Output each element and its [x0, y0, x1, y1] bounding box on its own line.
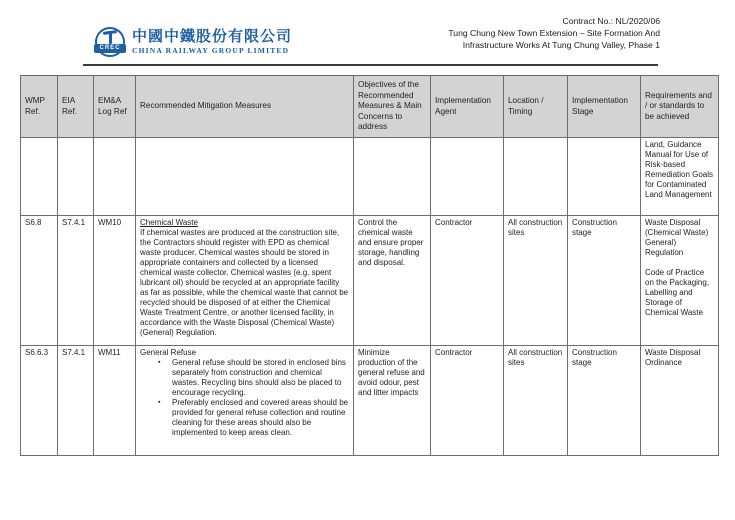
wmp-ref-cell: [21, 138, 58, 216]
project-title-line-1: Tung Chung New Town Extension – Site Formation And: [448, 28, 660, 38]
project-title-line-2: Infrastructure Works At Tung Chung Valley, Phase 1: [462, 40, 660, 50]
stage-cell: Construction stage: [568, 216, 641, 346]
column-header-requirements: Requirements and / or standards to be achieved: [641, 76, 719, 138]
header-divider: [83, 64, 658, 66]
crec-logo-icon: [95, 27, 125, 57]
column-header-ema-log-ref: EM&A Log Ref: [94, 76, 136, 138]
measure-bullet-text: General refuse should be stored in enclosed bins separately from construction and chemical wastes. Recycling bins should also be placed to encourage recycling.: [172, 358, 346, 397]
contract-number-line: Contract No.: NL/2020/06: [562, 16, 660, 26]
column-header-measures: Recommended Mitigation Measures: [136, 76, 354, 138]
eia-ref-cell: [58, 138, 94, 216]
column-header-eia-ref: EIA Ref.: [58, 76, 94, 138]
company-name-chinese: 中國中鐵股份有限公司: [132, 28, 293, 45]
company-logo: [95, 27, 292, 57]
ema-log-ref-cell: [94, 138, 136, 216]
measures-cell: [136, 346, 354, 456]
requirement-paragraph: Waste Disposal (Chemical Waste) General) Regulation: [645, 218, 709, 257]
column-header-wmp-ref: WMP Ref.: [21, 76, 58, 138]
measure-bullet-item: [140, 398, 349, 438]
measure-title: General Refuse: [140, 348, 197, 357]
requirements-cell: [641, 216, 719, 346]
location-cell: All construction sites: [504, 346, 568, 456]
location-cell: [504, 138, 568, 216]
company-names: [132, 28, 292, 56]
wmp-ref-cell: S6.8: [21, 216, 58, 346]
stage-cell: Construction stage: [568, 346, 641, 456]
column-header-agent: Implementation Agent: [431, 76, 504, 138]
mitigation-measures-table: [20, 75, 719, 456]
wmp-ref-cell: S6.6.3: [21, 346, 58, 456]
requirement-paragraph: Land, Guidance Manual for Use of Risk-based Remediation Goals for Contaminated Land Management: [645, 140, 714, 199]
agent-cell: Contractor: [431, 346, 504, 456]
crec-logo-band: CREC: [94, 44, 126, 53]
requirements-cell: [641, 138, 719, 216]
measure-body: If chemical wastes are produced at the construction site, the Contractors should register with EPD as chemical waste producer. Chemical wastes should be stored in appropriate containers and collected by a licensed chemical waste collector. Chemical wastes (e.g. spent lubricant oil) should be recycled at an appropriate facility as far as possible, while the chemical waste that cannot be recycled should be disposed of at either the Chemical Waste Treatment Centre, or another licensed facility, in accordance with the Waste Disposal (Chemical Waste) (General) Regulation.: [140, 228, 349, 337]
square-bullet-icon: ▪: [158, 359, 161, 366]
measure-bullet-text: Preferably enclosed and covered areas should be provided for general refuse collection and routine cleaning for these areas should also be implemented to keep areas clean.: [172, 398, 349, 437]
location-cell: All construction sites: [504, 216, 568, 346]
agent-cell: [431, 138, 504, 216]
measures-cell: [136, 138, 354, 216]
stage-cell: [568, 138, 641, 216]
objectives-cell: [354, 138, 431, 216]
eia-ref-cell: S7.4.1: [58, 216, 94, 346]
eia-ref-cell: S7.4.1: [58, 346, 94, 456]
column-header-stage: Implementation Stage: [568, 76, 641, 138]
ema-log-ref-cell: WM10: [94, 216, 136, 346]
objectives-cell: Control the chemical waste and ensure proper storage, handling and disposal.: [354, 216, 431, 346]
square-bullet-icon: ▪: [158, 399, 161, 406]
column-header-objectives: Objectives of the Recommended Measures & Main Concerns to address: [354, 76, 431, 138]
table-row: [21, 138, 719, 216]
requirements-cell: [641, 346, 719, 456]
table-header-row: [21, 76, 719, 138]
requirement-paragraph: Waste Disposal Ordinance: [645, 348, 701, 367]
measures-cell: [136, 216, 354, 346]
objectives-cell: Minimize production of the general refuse and avoid odour, pest and litter impacts: [354, 346, 431, 456]
table-row: [21, 216, 719, 346]
table-row: [21, 346, 719, 456]
measure-title: Chemical Waste: [140, 218, 198, 227]
ema-log-ref-cell: WM11: [94, 346, 136, 456]
column-header-location: Location / Timing: [504, 76, 568, 138]
measure-bullet-item: [140, 358, 349, 398]
company-name-english: CHINA RAILWAY GROUP LIMITED: [132, 46, 290, 55]
agent-cell: Contractor: [431, 216, 504, 346]
contract-info: [448, 15, 660, 51]
requirement-paragraph: Code of Practice on the Packaging, Labelling and Storage of Chemical Waste: [645, 268, 710, 317]
